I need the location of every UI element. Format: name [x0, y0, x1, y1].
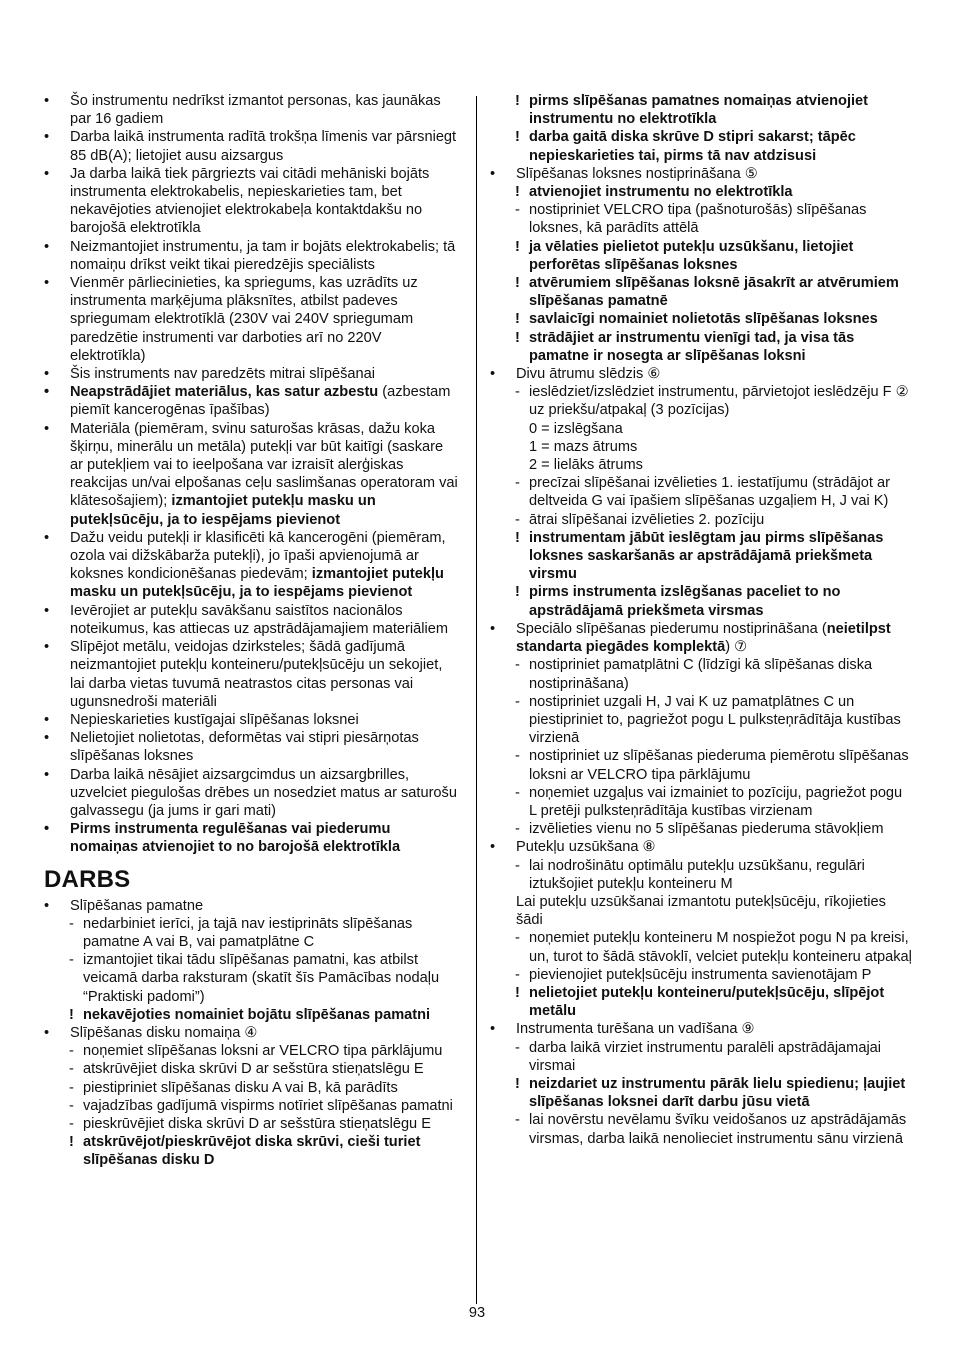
- bullet-marker: •: [44, 897, 50, 914]
- list-item: [44, 729, 460, 765]
- text-run: ātrai slīpēšanai izvēlieties 2. pozīciju: [529, 511, 765, 528]
- list-item: [490, 165, 912, 183]
- text-run: izvēlieties vienu no 5 slīpēšanas piederuma stāvokļiem: [529, 821, 884, 838]
- text-run: Šis instruments nav paredzēts mitrai slīpēšanai: [70, 366, 375, 383]
- text-run: nekavējoties nomainiet bojātu slīpēšanas pamatni: [83, 1006, 431, 1023]
- dash-marker: -: [515, 784, 520, 801]
- text-run: strādājiet ar instrumentu vienīgi tad, ja visa tās pamatne ir nosegta ar slīpēšanas loksni: [529, 329, 855, 364]
- sub-list-item: [490, 1111, 912, 1147]
- text-run: vajadzības gadījumā vispirms notīriet slīpēšanas pamatni: [83, 1097, 453, 1114]
- text-run: Neapstrādājiet materiālus, kas satur azbestu: [70, 384, 379, 401]
- text-run: ja vēlaties pielietot putekļu uzsūkšanu, lietojiet perforētas slīpēšanas loksnes: [529, 238, 854, 273]
- sub-list-item: [490, 1075, 912, 1111]
- bullet-marker: •: [44, 420, 50, 437]
- text-run: atvienojiet instrumentu no elektrotīkla: [529, 184, 793, 201]
- bullet-marker: •: [490, 165, 496, 182]
- text-run: Divu ātrumu slēdzis ⑥: [516, 366, 661, 383]
- text-run: Slīpēšanas pamatne: [70, 897, 204, 914]
- warning-marker: !: [515, 311, 520, 328]
- sub-list-item: [44, 1006, 460, 1024]
- text-run: Materiāla (piemēram, svinu saturošas krāsas, dažu koka šķirņu, minerālu un metāla) putekļi var būt kaitīgi (saskare ar putekļiem vai to ieelpošana var izraisīt alerģiskas reakcijas un/vai elpošanas ceļu saslimšanas operatoram vai klātesošajiem);: [70, 420, 458, 510]
- dash-marker: -: [69, 1043, 74, 1060]
- warning-marker: !: [515, 584, 520, 601]
- bullet-marker: •: [490, 1021, 496, 1038]
- bullet-marker: •: [44, 165, 50, 182]
- sub-list-item: [490, 329, 912, 365]
- warning-marker: !: [515, 529, 520, 546]
- list-item: [490, 838, 912, 856]
- warning-marker: !: [69, 1134, 74, 1151]
- list-continuation: [490, 456, 912, 474]
- list-item: [44, 365, 460, 383]
- sub-list-item: [490, 238, 912, 274]
- text-run: pieskrūvējiet diska skrūvi D ar sešstūra stieņatslēgu E: [83, 1115, 431, 1132]
- dash-marker: -: [515, 693, 520, 710]
- dash-marker: -: [515, 966, 520, 983]
- text-run: atskrūvējot/pieskrūvējot diska skrūvi, cieši turiet slīpēšanas disku D: [83, 1134, 421, 1169]
- dash-marker: -: [515, 821, 520, 838]
- column-divider: [476, 96, 477, 1304]
- list-item: [44, 897, 460, 915]
- list-item: [44, 420, 460, 529]
- warning-marker: !: [515, 329, 520, 346]
- page-number: 93: [468, 1305, 486, 1321]
- warning-marker: !: [515, 984, 520, 1001]
- bullet-marker: •: [44, 275, 50, 292]
- bullet-marker: •: [44, 639, 50, 656]
- list-item: [490, 1020, 912, 1038]
- text-run: Pirms instrumenta regulēšanas vai piederumu nomaiņas atvienojiet to no barojošā elektrotīkla: [70, 821, 401, 856]
- bullet-marker: •: [44, 1024, 50, 1041]
- text-run: Neizmantojiet instrumentu, ja tam ir bojāts elektrokabelis; tā nomaiņu drīkst veikt tikai pieredzējis speciālists: [70, 238, 456, 273]
- sub-list-item: [490, 820, 912, 838]
- darbs-list: [44, 897, 460, 1170]
- text-run: Ievērojiet ar putekļu savākšanu saistītos nacionālos noteikumus, kas attiecas uz apstrādājamajiem materiāliem: [70, 602, 448, 637]
- text-run: Instrumenta turēšana un vadīšana ⑨: [516, 1021, 755, 1038]
- text-run: lai nodrošinātu optimālu putekļu uzsūkšanu, regulāri iztukšojiet putekļu konteineru M: [529, 857, 865, 892]
- list-continuation: [490, 893, 912, 929]
- sub-list-item: [44, 1133, 460, 1169]
- text-run: savlaicīgi nomainiet nolietotās slīpēšanas loksnes: [529, 311, 878, 328]
- sub-list-item: [490, 984, 912, 1020]
- text-run: izmantojiet putekļu masku un putekļsūcēju, ja to iespējams pievienot: [70, 493, 376, 528]
- dash-marker: -: [515, 657, 520, 674]
- bullet-marker: •: [44, 766, 50, 783]
- list-item: [44, 92, 460, 128]
- bullet-marker: •: [44, 129, 50, 146]
- text-run: Speciālo slīpēšanas piederumu nostiprināšana (: [516, 620, 827, 637]
- dash-marker: -: [69, 952, 74, 969]
- dash-marker: -: [515, 475, 520, 492]
- bullet-marker: •: [44, 384, 50, 401]
- list-item: [44, 128, 460, 164]
- dash-marker: -: [515, 930, 520, 947]
- text-run: 1 = mazs ātrums: [529, 438, 638, 455]
- dash-marker: -: [515, 384, 520, 401]
- dash-marker: -: [515, 511, 520, 528]
- sub-list-item: [490, 966, 912, 984]
- sub-list-item: [490, 474, 912, 510]
- dash-marker: -: [515, 857, 520, 874]
- text-run: Vienmēr pārliecinieties, ka spriegums, kas uzrādīts uz instrumenta marķējuma plāksnītes, atbilst padeves spriegumam elektrotīklā (230V vai 240V spriegumam paredzētie instrumenti var darboties arī no 220V elektrotīkla): [70, 275, 418, 364]
- text-run: pievienojiet putekļsūcēju instrumenta savienotājam P: [529, 966, 872, 983]
- dash-marker: -: [69, 1115, 74, 1132]
- warning-marker: !: [515, 275, 520, 292]
- sub-list-item: [490, 693, 912, 748]
- text-run: atvērumiem slīpēšanas loksnē jāsakrīt ar atvērumiem slīpēšanas pamatnē: [529, 275, 899, 310]
- bullet-marker: •: [490, 620, 496, 637]
- list-item: [44, 274, 460, 365]
- text-run: noņemiet slīpēšanas loksni ar VELCRO tipa pārklājumu: [83, 1043, 443, 1060]
- text-run: Nepieskarieties kustīgajai slīpēšanas loksnei: [70, 711, 359, 728]
- text-run: Slīpēšanas disku nomaiņa ④: [70, 1024, 258, 1041]
- text-run: nelietojiet putekļu konteineru/putekļsūcēju, slīpējot metālu: [529, 984, 885, 1020]
- warning-marker: !: [69, 1006, 74, 1023]
- text-run: nostipriniet pamatplātni C (līdzīgi kā slīpēšanas diska nostiprināšana): [529, 657, 873, 692]
- text-run: piestipriniet slīpēšanas disku A vai B, kā parādīts: [83, 1079, 398, 1096]
- sub-list-item: [490, 656, 912, 692]
- list-continuation: [490, 438, 912, 456]
- list-item: [490, 365, 912, 383]
- dash-marker: -: [515, 1039, 520, 1056]
- sub-list-item: [44, 915, 460, 951]
- text-run: pirms instrumenta izslēgšanas paceliet to no apstrādājamā priekšmeta virsmas: [529, 584, 841, 619]
- sub-list-item: [490, 747, 912, 783]
- text-run: instrumentam jābūt ieslēgtam jau pirms slīpēšanas loksnes saskaršanās ar apstrādājamā priekšmeta virsmu: [529, 529, 884, 583]
- bullet-marker: •: [490, 366, 496, 383]
- list-item: [44, 383, 460, 419]
- text-run: darba laikā virziet instrumentu paralēli apstrādājamajai virsmai: [529, 1039, 882, 1074]
- text-run: Putekļu uzsūkšana ⑧: [516, 839, 656, 856]
- sub-list-item: [490, 529, 912, 584]
- text-run: Slīpējot metālu, veidojas dzirksteles; šādā gadījumā neizmantojiet putekļu konteineru/putekļsūcēju un sekojiet, lai darba vietas tuvumā neatrastos citas personas vai ugunsnedroši materiāli: [70, 639, 443, 710]
- text-run: nostipriniet uz slīpēšanas piederuma piemērotu slīpēšanas loksni ar VELCRO tipa pārklājumu: [529, 748, 909, 783]
- list-item: [44, 602, 460, 638]
- dash-marker: -: [515, 748, 520, 765]
- left-column: [44, 92, 460, 1170]
- sub-list-item: [490, 929, 912, 965]
- list-item: [44, 711, 460, 729]
- text-run: izmantojiet putekļu masku un putekļsūcēju, ja to iespējams pievienot: [70, 566, 444, 601]
- safety-list: [44, 92, 460, 857]
- text-run: ieslēdziet/izslēdziet instrumentu, pārvietojot ieslēdzēju F ② uz priekšu/atpakaļ (3 pozīcijas): [529, 384, 909, 419]
- sub-list-item: [490, 857, 912, 893]
- sub-list-item: [44, 951, 460, 1006]
- text-run: Šo instrumentu nedrīkst izmantot personas, kas jaunākas par 16 gadiem: [70, 93, 441, 128]
- bullet-marker: •: [44, 366, 50, 383]
- text-run: Slīpēšanas loksnes nostiprināšana ⑤: [516, 165, 758, 182]
- dash-marker: -: [69, 1079, 74, 1096]
- text-run: 2 = lielāks ātrums: [529, 457, 643, 474]
- list-item: [44, 238, 460, 274]
- text-run: lai novērstu nevēlamu švīku veidošanos uz apstrādājamās virsmas, darba laikā nenolieciet instrumentu sānu virzienā: [529, 1112, 907, 1147]
- dash-marker: -: [69, 1097, 74, 1114]
- text-run: Dažu veidu putekļi ir klasificēti kā kancerogēni (piemēram, ozola vai dižskābarža putekļi), jo īpaši apvienojumā ar koksnes kondicionēšanas piedevām;: [70, 529, 446, 583]
- warning-marker: !: [515, 129, 520, 146]
- list-item: [44, 1024, 460, 1042]
- warning-marker: !: [515, 93, 520, 109]
- sub-list-item: [490, 383, 912, 419]
- right-column: [490, 92, 912, 1148]
- sub-list-item: [490, 784, 912, 820]
- sub-list-item: [490, 274, 912, 310]
- bullet-marker: •: [44, 730, 50, 747]
- sub-list-item: [44, 1115, 460, 1133]
- list-item: [44, 638, 460, 711]
- section-heading-darbs: DARBS: [44, 865, 131, 893]
- list-item: [44, 820, 460, 856]
- list-item: [490, 620, 912, 656]
- list-item: [44, 165, 460, 238]
- text-run: pirms slīpēšanas pamatnes nomaiņas atvienojiet instrumentu no elektrotīkla: [529, 93, 869, 128]
- sub-list-item: [44, 1097, 460, 1115]
- sub-list-item: [490, 310, 912, 328]
- text-run: Nelietojiet nolietotas, deformētas vai stipri piesārņotas slīpēšanas loksnes: [70, 730, 419, 765]
- dash-marker: -: [69, 915, 74, 932]
- warning-marker: !: [515, 238, 520, 255]
- bullet-marker: •: [44, 529, 50, 546]
- text-run: 0 = izslēgšana: [529, 420, 623, 437]
- sub-list-item: [44, 1060, 460, 1078]
- dash-marker: -: [515, 1112, 520, 1129]
- list-item: [44, 766, 460, 821]
- dash-marker: -: [69, 1061, 74, 1078]
- text-run: noņemiet uzgaļus vai izmainiet to pozīciju, pagriežot pogu L pretēji pulksteņrādītāja kustības virzienam: [529, 784, 903, 819]
- text-run: neietilpst standarta piegādes komplektā: [516, 620, 891, 656]
- sub-list-item: [490, 1039, 912, 1075]
- sub-list-item: [490, 201, 912, 237]
- text-run: Lai putekļu uzsūkšanai izmantotu putekļsūcēju, rīkojieties šādi: [516, 893, 886, 929]
- text-run: noņemiet putekļu konteineru M nospiežot pogu N pa kreisi, un, turot to šādā stāvoklī, velciet putekļu konteineru atpakaļ: [529, 930, 912, 965]
- text-run: (azbestam piemīt kancerogēnas īpašības): [70, 384, 451, 419]
- list-continuation: [490, 420, 912, 438]
- dash-marker: -: [515, 202, 520, 219]
- text-run: Ja darba laikā tiek pārgriezts vai citādi mehāniski bojāts instrumenta elektrokabelis, nepieskarieties tam, bet nekavējoties atvienojiet elektrokabeļa kontaktdakšu no barojošā elektrotīkla: [70, 165, 430, 237]
- bullet-marker: •: [44, 93, 50, 109]
- text-run: izmantojiet tikai tādu slīpēšanas pamatni, kas atbilst veicamā darba raksturam (skatīt šīs Pamācības nodaļu “Praktiski padomi”): [83, 952, 440, 1005]
- sub-list-item: [44, 1079, 460, 1097]
- text-run: Darba laikā nēsājiet aizsargcimdus un aizsargbrilles, uzvelciet piegulošas drēbes un nosedziet matus ar saturošu galvassegu (ja jums ir gari mati): [70, 766, 457, 819]
- text-run: atskrūvējiet diska skrūvi D ar sešstūra stieņatslēgu E: [83, 1061, 424, 1078]
- text-run: nostipriniet VELCRO tipa (pašnoturošās) slīpēšanas loksnes, kā parādīts attēlā: [529, 202, 867, 237]
- text-run: nostipriniet uzgali H, J vai K uz pamatplātnes C un piestipriniet to, pagriežot pogu L pulksteņrādītāja kustības virzienā: [529, 693, 901, 747]
- text-run: precīzai slīpēšanai izvēlieties 1. iestatījumu (strādājot ar deltveida G vai īpašiem slīpēšanas uzgaļiem H, J vai K): [529, 475, 890, 510]
- sub-list-item: [490, 92, 912, 128]
- sub-list-item: [490, 511, 912, 529]
- sub-list-item: [490, 583, 912, 619]
- text-run: Darba laikā instrumenta radītā trokšņa līmenis var pārsniegt 85 dB(A); lietojiet ausu aizsargus: [70, 129, 457, 164]
- sub-list-item: [44, 1042, 460, 1060]
- text-run: ) ⑦: [725, 639, 748, 656]
- text-run: darba gaitā diska skrūve D stipri sakarst; tāpēc nepieskarieties tai, pirms tā nav atdzisusi: [529, 129, 856, 164]
- text-run: nedarbiniet ierīci, ja tajā nav iestiprināts slīpēšanas pamatne A vai B, vai pamatplātne C: [83, 915, 413, 950]
- text-run: neizdariet uz instrumentu pārāk lielu spiedienu; ļaujiet slīpēšanas loksnei darīt darbu jūsu vietā: [529, 1075, 906, 1111]
- bullet-marker: •: [44, 238, 50, 255]
- warning-marker: !: [515, 184, 520, 201]
- list-item: [44, 529, 460, 602]
- sub-list-item: [490, 183, 912, 201]
- bullet-marker: •: [490, 839, 496, 856]
- sub-list-item: [490, 128, 912, 164]
- bullet-marker: •: [44, 821, 50, 838]
- warning-marker: !: [515, 1075, 520, 1092]
- bullet-marker: •: [44, 602, 50, 619]
- bullet-marker: •: [44, 711, 50, 728]
